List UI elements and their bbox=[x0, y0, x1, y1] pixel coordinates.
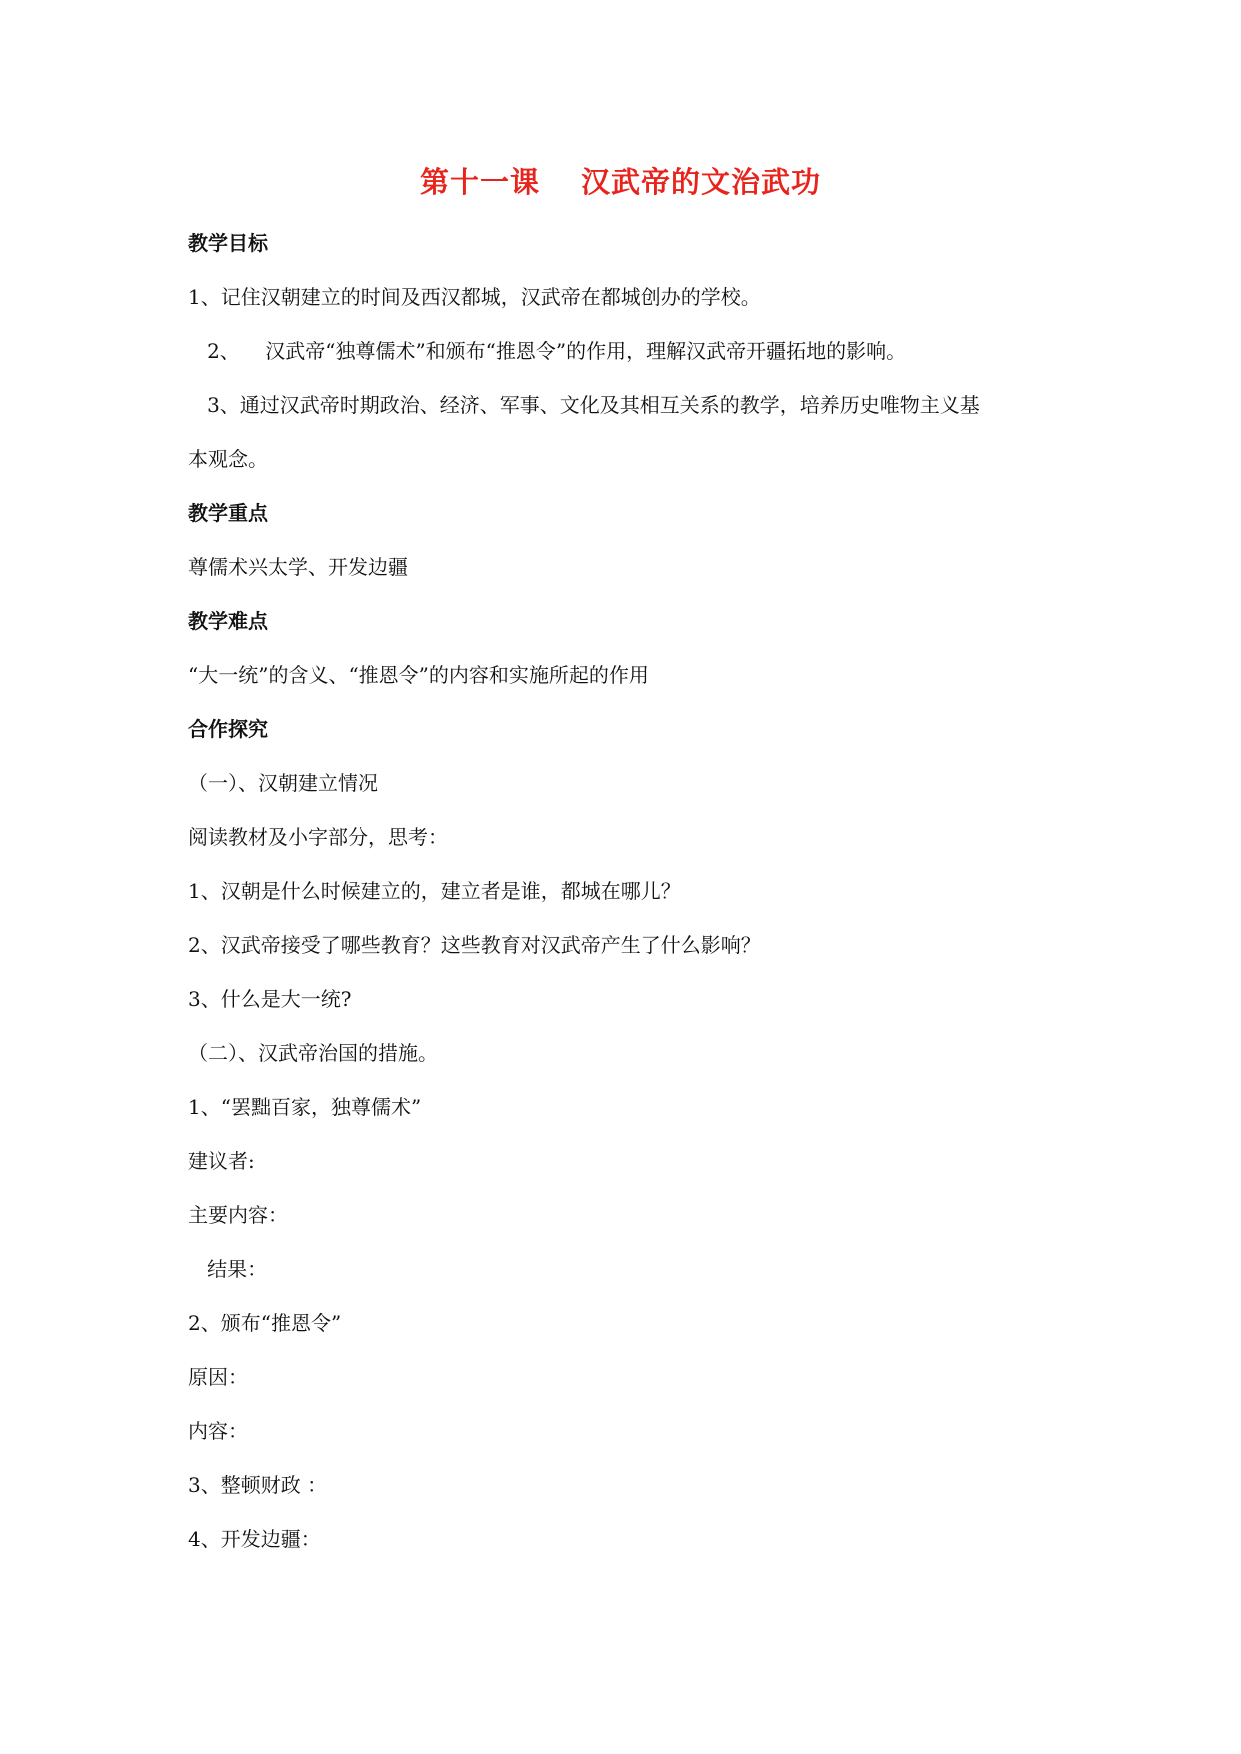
section-2-title: （二）、汉武帝治国的措施。 bbox=[188, 1041, 438, 1065]
heading-difficulties: 教学难点 bbox=[188, 609, 268, 633]
measure-3: 3、整顿财政 ： bbox=[188, 1473, 328, 1497]
measure-1-result: 结果： bbox=[188, 1257, 268, 1281]
key-points-text: 尊儒术兴太学、开发边疆 bbox=[188, 555, 408, 579]
measure-2-reason: 原因： bbox=[188, 1365, 248, 1389]
goal-item-1: 1、记住汉朝建立的时间及西汉都城，汉武帝在都城创办的学校。 bbox=[188, 285, 761, 309]
measure-1-content: 主要内容： bbox=[188, 1203, 288, 1227]
goal-item-3-continued: 本观念。 bbox=[188, 447, 268, 471]
heading-teaching-goals: 教学目标 bbox=[188, 231, 268, 255]
goal-item-3: 3、通过汉武帝时期政治、经济、军事、文化及其相互关系的教学，培养历史唯物主义基 bbox=[188, 393, 980, 417]
goal-item-2: 2、 汉武帝“独尊儒术”和颁布“推恩令”的作用，理解汉武帝开疆拓地的影响。 bbox=[188, 339, 907, 363]
measure-4: 4、开发边疆： bbox=[188, 1527, 321, 1551]
question-1: 1、汉朝是什么时候建立的，建立者是谁，都城在哪儿？ bbox=[188, 879, 681, 903]
measure-1: 1、“罢黜百家，独尊儒术” bbox=[188, 1095, 422, 1119]
reading-instruction: 阅读教材及小字部分，思考： bbox=[188, 825, 448, 849]
section-1-title: （一）、汉朝建立情况 bbox=[188, 771, 378, 795]
heading-key-points: 教学重点 bbox=[188, 501, 268, 525]
measure-2: 2、颁布“推恩令” bbox=[188, 1311, 342, 1335]
measure-2-content: 内容： bbox=[188, 1419, 248, 1443]
measure-1-proposer: 建议者: bbox=[188, 1149, 255, 1173]
page-title: 第十一课 汉武帝的文治武功 bbox=[419, 165, 822, 199]
difficulties-text: “大一统”的含义、“推恩令”的内容和实施所起的作用 bbox=[188, 663, 649, 687]
heading-cooperative-inquiry: 合作探究 bbox=[188, 717, 268, 741]
question-3: 3、什么是大一统? bbox=[188, 987, 352, 1011]
question-2: 2、汉武帝接受了哪些教育？这些教育对汉武帝产生了什么影响？ bbox=[188, 933, 761, 957]
